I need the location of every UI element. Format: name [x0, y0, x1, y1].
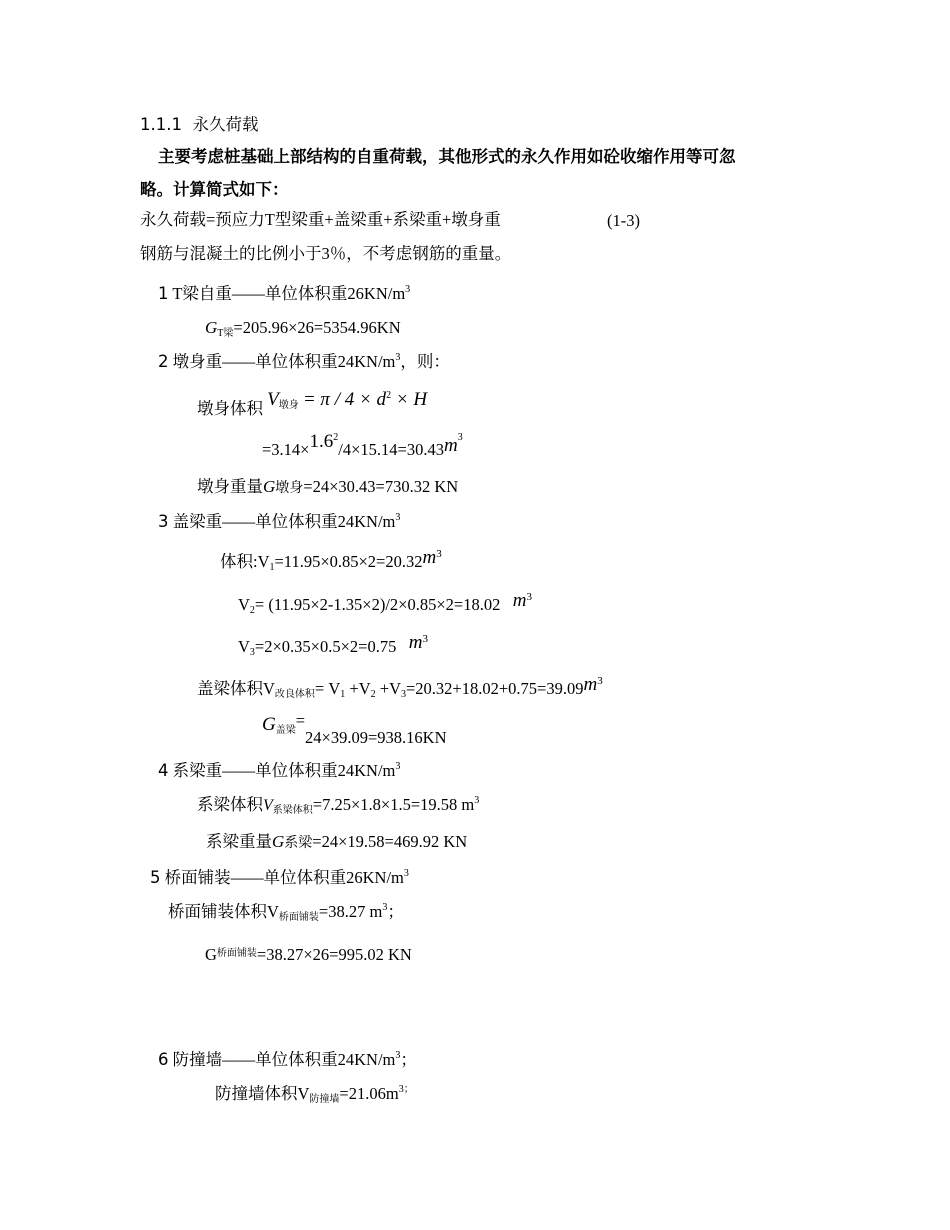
item3-weight: $G_{盖梁}=24\times 39.09=938.16KN$ [262, 711, 447, 747]
item4-weight: 系梁重量G系梁=24×19.58=469.92 KN [206, 832, 468, 851]
item1-heading: 1 T梁自重——单位体积重$26KN/m^3$ [158, 284, 411, 303]
item3-v2: $V_2= (11.95\times 2-1.35\times 2)/2\times 0.85\times 2=18.02$ $m^3$ [238, 590, 532, 616]
item2-heading: 2 墩身重——单位体积重$24KN/m^3$，则： [158, 352, 450, 371]
item4-volume: 系梁体积$V_{系梁体积}=7.25\times 1.8\times 1.5=19.58$ $m^3$ [197, 795, 480, 816]
section-title: 永久荷载 [192, 115, 259, 134]
item3-v1: 体积$:V_1=11.95\times 0.85\times 2=20.32m^3$ [220, 547, 442, 573]
section-heading [140, 117, 258, 134]
rebar-note: 钢筋与混凝土的比例小于3％，不考虑钢筋的重量。 [140, 244, 512, 263]
item5-weight: $G^{桥面铺装}=38.27\times 26=995.02$ KN [205, 945, 412, 964]
item5-heading: 5 桥面铺装——单位体积重$26KN/m^3$ [150, 868, 409, 887]
item2-volume-calc: $=3.14\times 1.6^2/4\times 15.14=30.43m^3$ [262, 431, 463, 459]
item2-volume-formula: 墩身体积 $V_{墩身} = \pi / 4 \times d^2 \times H$ [197, 389, 428, 418]
intro-line-1: 主要考虑桩基础上部结构的自重荷载，其他形式的永久作用如砼收缩作用等可忽 [158, 147, 736, 166]
item5-volume: 桥面铺装体积$V_{桥面铺装}=38.27$ $m^3$； [168, 902, 404, 923]
item6-volume: 防撞墙体积$V_{防撞墙}=21.06m^{3;}$ [215, 1084, 414, 1105]
item1-calc: $G_{T梁}=205.96\times 26=5354.96KN$ [205, 318, 401, 339]
item2-weight: 墩身重量G墩身=24×30.43=730.32 KN [197, 477, 459, 496]
formula-number: (1-3) [607, 211, 640, 230]
item6-heading: 6 防撞墙——单位体积重$24KN/m^3$； [158, 1050, 417, 1069]
intro-line-2: 略。计算简式如下： [140, 180, 289, 199]
item3-total-volume: 盖梁体积$V_{改良体积}= V_1 +V_2 +V_3=20.32+18.02+0.75=39.09m^3$ [197, 674, 603, 700]
section-number: 1.1.1 [140, 115, 182, 134]
item3-v3: $V_3=2\times 0.35\times 0.5\times 2=0.75$ $m^3$ [238, 632, 428, 658]
item3-heading: 3 盖梁重——单位体积重$24KN/m^3$ [158, 512, 401, 531]
item4-heading: 4 系梁重——单位体积重$24KN/m^3$ [158, 761, 401, 780]
formula-text: 永久荷载=预应力T型梁重+盖梁重+系梁重+墩身重 [140, 210, 501, 229]
